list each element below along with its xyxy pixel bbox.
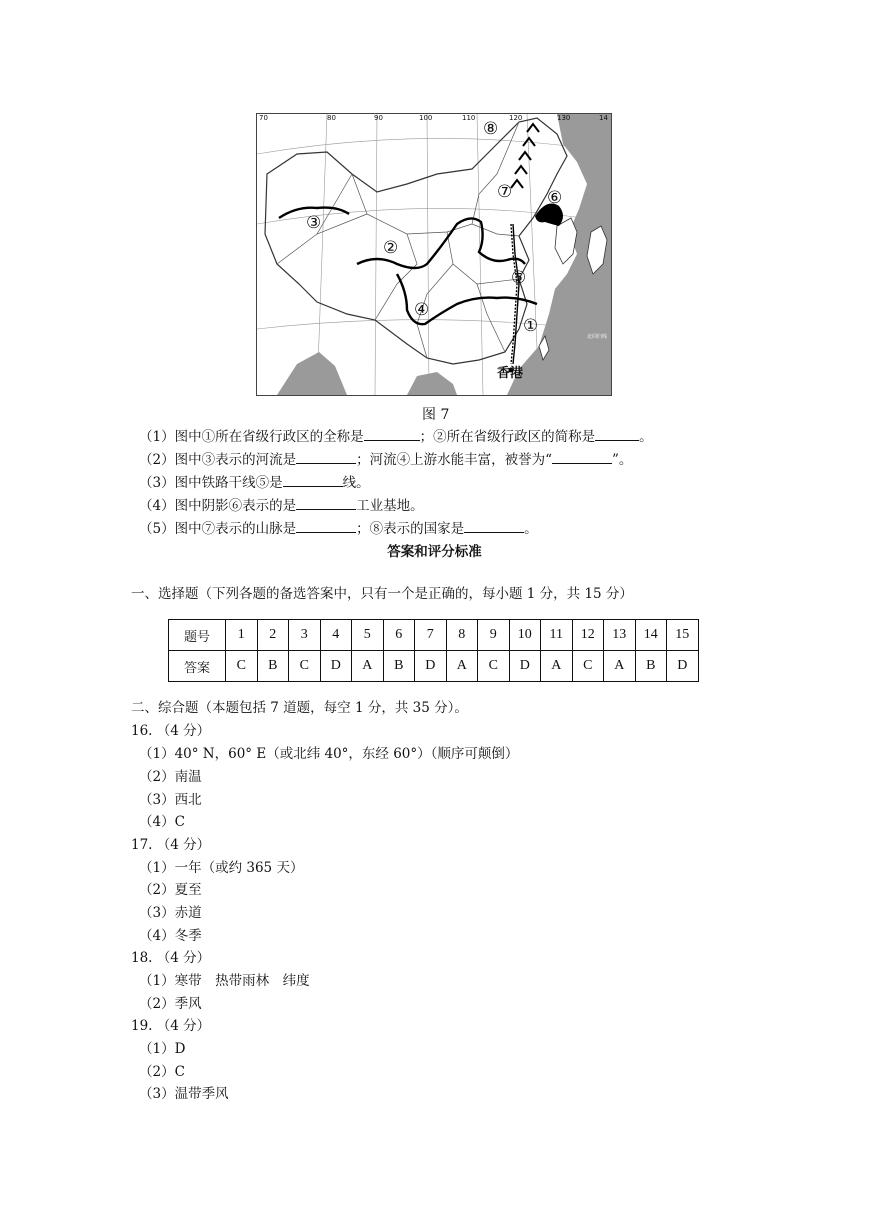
answer-line: 17. （4 分） [131, 837, 211, 853]
longitude-label: 120 [509, 114, 523, 122]
longitude-label: 70 [259, 114, 268, 122]
table-cell: 15 [667, 620, 699, 651]
table-row [169, 620, 699, 651]
table-cell: 2 [257, 620, 289, 651]
table-cell: C [478, 651, 510, 682]
answer-blank[interactable] [296, 495, 356, 510]
answer-blank[interactable] [464, 518, 524, 533]
answer-line: （1）一年（或约 365 天） [139, 860, 304, 876]
answers-title: 答案和评分标准 [387, 544, 482, 560]
answer-blank[interactable] [283, 472, 343, 487]
china-map [257, 114, 611, 395]
answer-line: （3）赤道 [139, 905, 202, 921]
question-1: （1）图中①所在省级行政区的全称是 ；②所在省级行政区的简称是 。 [139, 426, 653, 447]
answer-line: （3）西北 [139, 792, 202, 808]
table-cell: 7 [415, 620, 447, 651]
table-cell: D [415, 651, 447, 682]
figure-caption: 图 7 [422, 407, 450, 423]
table-cell: 9 [478, 620, 510, 651]
answer-table [168, 619, 699, 682]
question-2: （2）图中③表示的河流是 ；河流④上游水能丰富，被誉为“ ”。 [139, 449, 632, 470]
answer-line: （3）温带季风 [139, 1086, 229, 1102]
answer-line: 19. （4 分） [131, 1018, 211, 1034]
table-cell: C [572, 651, 604, 682]
map-marker-2: ② [383, 238, 399, 258]
map-marker-6: ⑥ [547, 188, 563, 208]
answer-line: （2）夏至 [139, 882, 202, 898]
answer-line: （2）季风 [139, 996, 202, 1012]
table-cell: C [289, 651, 321, 682]
map-marker-1: ① [523, 316, 539, 336]
table-cell: D [509, 651, 541, 682]
answer-blank[interactable] [364, 426, 420, 441]
map-figure [256, 113, 612, 396]
longitude-label: 100 [419, 114, 433, 122]
table-cell: 14 [635, 620, 667, 651]
table-cell: B [257, 651, 289, 682]
map-marker-5: ⑤ [511, 268, 527, 288]
table-cell: B [635, 651, 667, 682]
table-cell: 5 [352, 620, 384, 651]
question-3: （3）图中铁路干线⑤是 线。 [139, 472, 370, 493]
section-2-heading: 二、综合题（本题包括 7 道题，每空 1 分，共 35 分）。 [131, 700, 468, 716]
map-marker-7: ⑦ [497, 182, 513, 202]
answer-line: 16. （4 分） [131, 723, 211, 739]
answer-line: （2）C [139, 1064, 185, 1080]
answer-line: （1）D [139, 1041, 186, 1057]
table-cell: A [352, 651, 384, 682]
table-cell: D [320, 651, 352, 682]
table-cell: 3 [289, 620, 321, 651]
answer-line: （4）C [139, 814, 185, 830]
question-4: （4）图中阴影⑥表示的是 工业基地。 [139, 495, 424, 516]
answer-blank[interactable] [296, 518, 356, 533]
answer-blank[interactable] [595, 426, 639, 441]
longitude-label: 110 [462, 114, 476, 122]
longitude-label: 90 [374, 114, 383, 122]
longitude-label: 14 [599, 114, 608, 122]
longitude-label: 130 [557, 114, 571, 122]
section-1-heading: 一、选择题（下列各题的备选答案中，只有一个是正确的，每小题 1 分，共 15 分） [131, 586, 633, 602]
answer-blank[interactable] [296, 449, 356, 464]
answer-line: （2）南温 [139, 769, 202, 785]
place-label-hongkong: 香港 [497, 366, 524, 381]
table-header-cell: 题号 [169, 620, 226, 651]
table-header-cell: 答案 [169, 651, 226, 682]
table-cell: 10 [509, 620, 541, 651]
table-cell: 13 [604, 620, 636, 651]
answer-line: 18. （4 分） [131, 950, 211, 966]
table-cell: 8 [446, 620, 478, 651]
tropic-label: 北回归线 [587, 334, 608, 340]
table-cell: C [226, 651, 258, 682]
table-cell: B [383, 651, 415, 682]
table-cell: A [446, 651, 478, 682]
table-cell: A [604, 651, 636, 682]
map-marker-3: ③ [306, 213, 322, 233]
answer-line: （4）冬季 [139, 928, 202, 944]
table-row [169, 651, 699, 682]
table-cell: 11 [541, 620, 573, 651]
map-marker-4: ④ [414, 300, 430, 320]
table-cell: A [541, 651, 573, 682]
answer-blank[interactable] [552, 449, 612, 464]
table-cell: 4 [320, 620, 352, 651]
map-marker-8: ⑧ [483, 119, 499, 139]
answer-line: （1）40° N，60° E（或北纬 40°，东经 60°）（顺序可颠倒） [139, 746, 519, 762]
answer-line: （1）寒带 热带雨林 纬度 [139, 973, 310, 989]
longitude-label: 80 [327, 114, 336, 122]
table-cell: 1 [226, 620, 258, 651]
table-cell: 6 [383, 620, 415, 651]
table-cell: 12 [572, 620, 604, 651]
question-5: （5）图中⑦表示的山脉是 ；⑧表示的国家是 。 [139, 518, 538, 539]
table-cell: D [667, 651, 699, 682]
